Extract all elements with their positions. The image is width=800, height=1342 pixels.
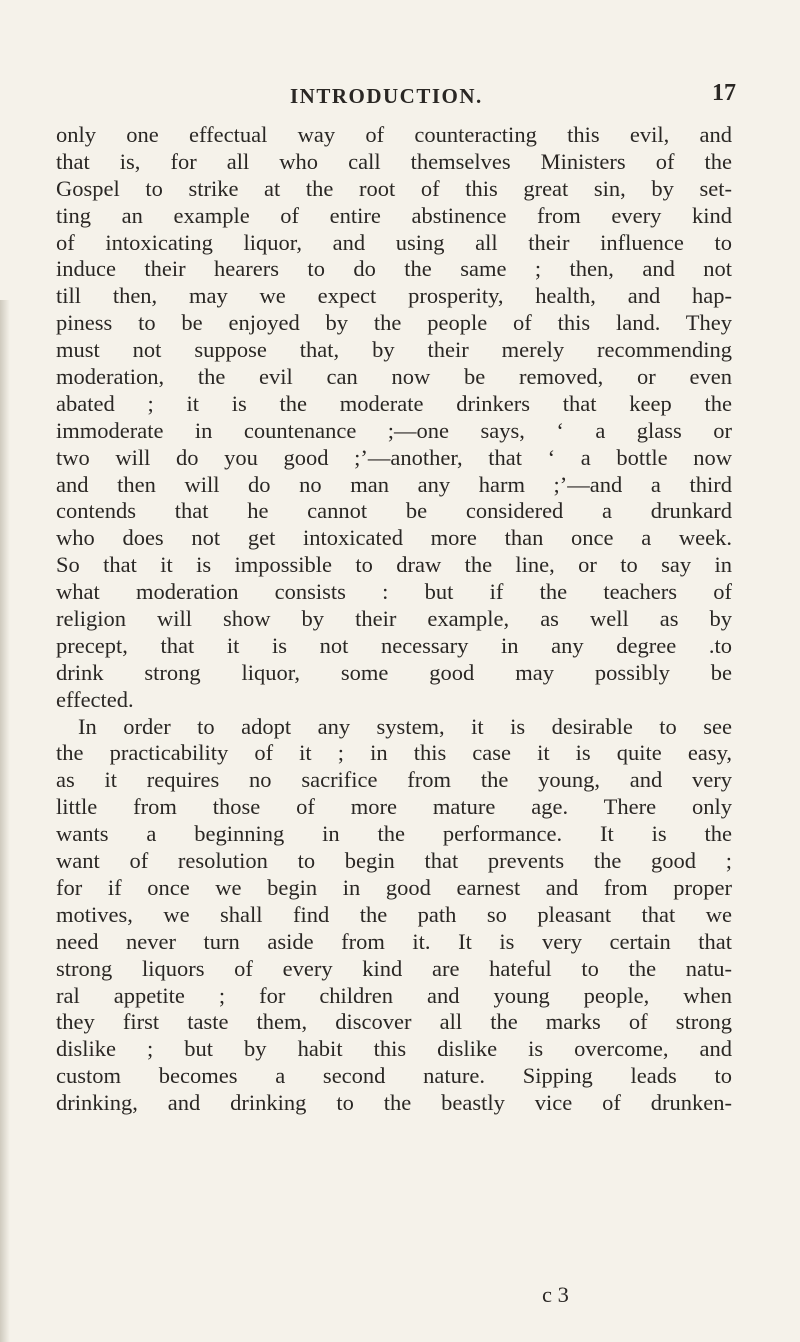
text-line: In order to adopt any system, it is desirable to see [78,713,732,739]
text-line: what moderation consists : but if the teachers of [56,579,732,605]
text-line: dislike ; but by habit this dislike is overcome, and [56,1036,732,1062]
text-line: the practicability of it ; in this case it is quite easy, [56,740,732,766]
text-line: drinking, and drinking to the beastly vice of drunken- [56,1090,732,1116]
text-line: Gospel to strike at the root of this great sin, by set- [56,175,732,201]
text-line: drink strong liquor, some good may possibly be [56,659,732,685]
text-line: only one effectual way of counteracting this evil, and [56,122,732,147]
text-line: till then, may we expect prosperity, health, and hap- [56,283,732,309]
text-line: moderation, the evil can now be removed, or even [56,364,732,390]
page-binding-shadow [0,300,10,1342]
text-line: abated ; it is the moderate drinkers that keep the [56,390,732,416]
text-line: must not suppose that, by their merely recommending [56,337,732,363]
text-line: two will do you good ;’—another, that ‘ a bottle now [56,444,732,470]
text-line: contends that he cannot be considered a drunkard [56,498,732,524]
text-line: of intoxicating liquor, and using all their influence to [56,229,732,255]
page-number: 17 [712,80,736,106]
text-line: custom becomes a second nature. Sipping leads to [56,1063,732,1089]
body-text [56,122,732,1117]
text-line: strong liquors of every kind are hateful to the natu- [56,955,732,981]
text-line: and then will do no man any harm ;’—and a third [56,471,732,497]
text-line: So that it is impossible to draw the line, or to say in [56,552,732,578]
text-line: wants a beginning in the performance. It is the [56,821,732,847]
text-line: want of resolution to begin that prevents the good ; [56,848,732,874]
running-head: INTRODUCTION. [290,84,483,108]
text-line: piness to be enjoyed by the people of this land. They [56,310,732,336]
text-line: little from those of more mature age. There only [56,794,732,820]
text-line: as it requires no sacrifice from the young, and very [56,767,732,793]
text-line: for if once we begin in good earnest and from proper [56,874,732,900]
text-line: they first taste them, discover all the marks of strong [56,1009,732,1035]
text-line: ral appetite ; for children and young people, when [56,982,732,1008]
text-line: motives, we shall find the path so pleasant that we [56,901,732,927]
text-line: who does not get intoxicated more than once a week. [56,525,732,551]
text-line: that is, for all who call themselves Ministers of the [56,148,732,174]
text-line: immoderate in countenance ;—one says, ‘ a glass or [56,417,732,443]
text-line: need never turn aside from it. It is very certain that [56,928,732,954]
text-line: religion will show by their example, as well as by [56,606,732,632]
signature-mark: c 3 [542,1282,569,1307]
text-line: ting an example of entire abstinence from every kind [56,202,732,228]
page-header [0,80,800,114]
text-line: induce their hearers to do the same ; then, and not [56,256,732,282]
text-line: effected. [56,686,134,712]
text-line: precept, that it is not necessary in any degree .to [56,632,732,658]
